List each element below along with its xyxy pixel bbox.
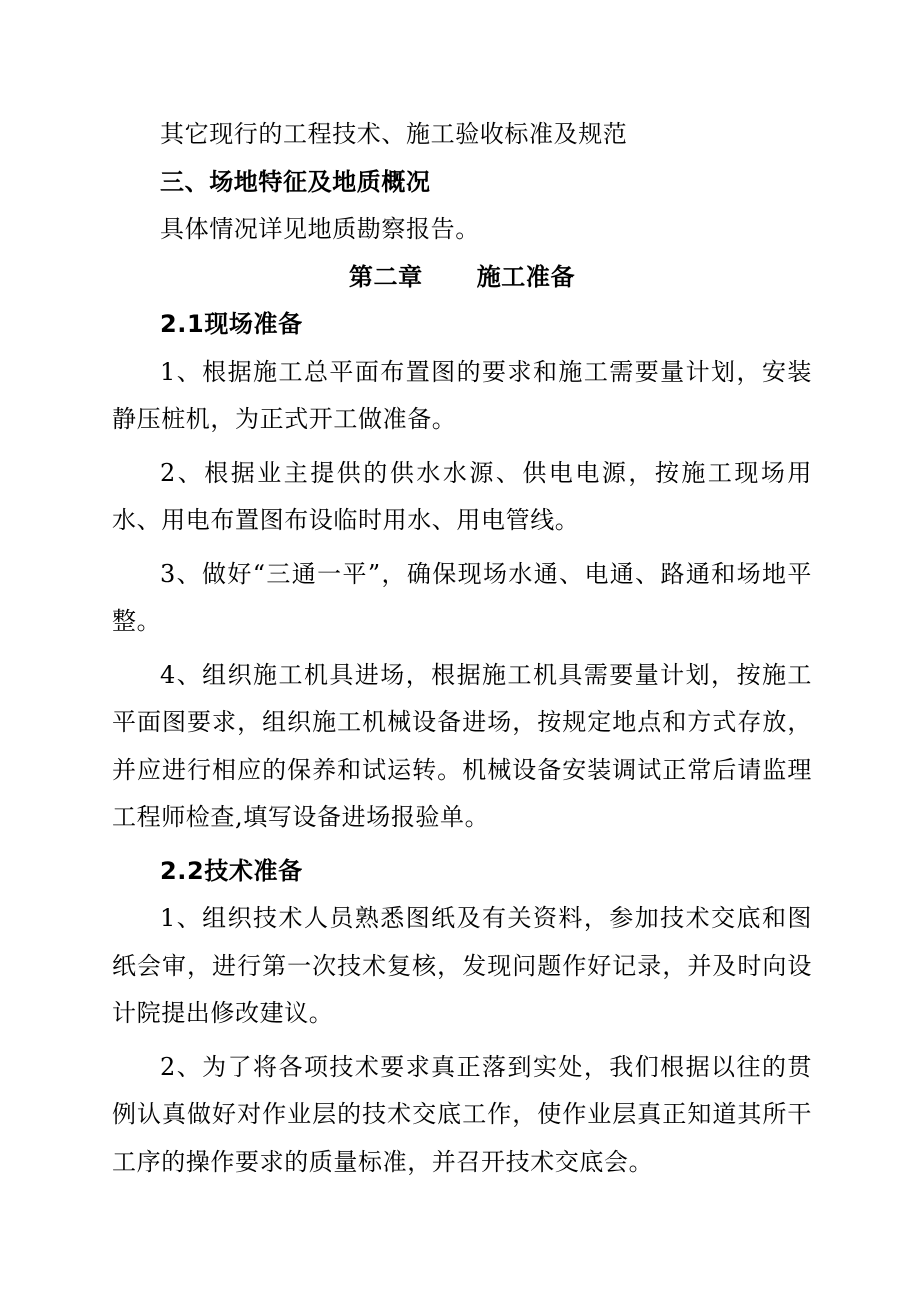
section-3-text: 具体情况详见地质勘察报告。	[160, 215, 480, 243]
document-body	[112, 111, 812, 1192]
section-2-2-item-1: 1、组织技术人员熟悉图纸及有关资料，参加技术交底和图纸会审，进行第一次技术复核，发现问题作好记录，并及时向设计院提出修改建议。	[112, 904, 812, 1027]
section-2-1-item-3: 3、做好“三通一平”，确保现场水通、电通、路通和场地平整。	[112, 559, 812, 635]
section-2-1-item-2: 2、根据业主提供的供水水源、供电电源，按施工现场用水、用电布置图布设临时用水、用电管线。	[112, 458, 812, 534]
section-2-1-item-1: 1、根据施工总平面布置图的要求和施工需要量计划，安装静压桩机，为正式开工做准备。	[112, 357, 812, 433]
section-2-2-heading: 2.2技术准备	[160, 856, 303, 885]
section-3-heading: 三、场地特征及地质概况	[160, 167, 431, 196]
section-2-2-item-2: 2、为了将各项技术要求真正落到实处，我们根据以往的贯例认真做好对作业层的技术交底工作，使作业层真正知道其所干工序的操作要求的质量标准，并召开技术交底会。	[112, 1052, 812, 1176]
section-2-1-item-4: 4、组织施工机具进场，根据施工机具需要量计划，按施工平面图要求，组织施工机械设备进场，按规定地点和方式存放，并应进行相应的保养和试运转。机械设备安装调试正常后请监理工程师检查,填写设备进场报验单。	[112, 660, 812, 831]
chapter-heading	[112, 254, 812, 302]
section-2-1-heading: 2.1现场准备	[160, 310, 303, 338]
chapter-title: 施工准备	[476, 262, 576, 291]
standards-line: 其它现行的工程技术、施工验收标准及规范	[160, 120, 628, 148]
chapter-number: 第二章	[348, 262, 423, 291]
